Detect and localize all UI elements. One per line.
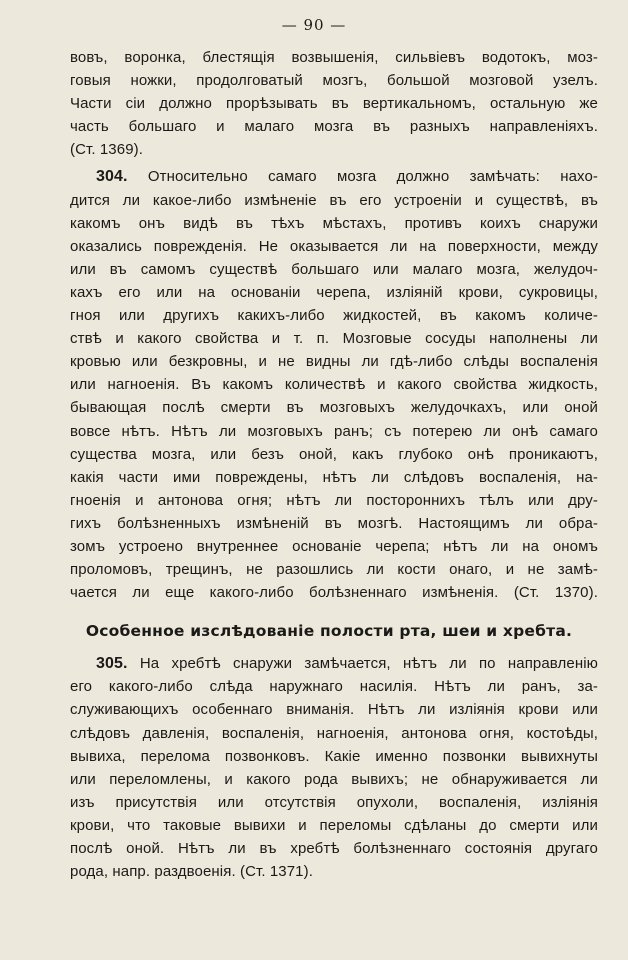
text-line: или въ самомъ существѣ большаго или малаго мозга, желудоч-	[70, 260, 598, 278]
text-line: бывающая послѣ смерти въ мозговыхъ желудочкахъ, или оной	[70, 399, 598, 417]
text-line: Части сіи должно прорѣзывать въ вертикальномъ, остальную же	[70, 95, 598, 113]
text-line: крови, что таковые вывихи и переломы сдѣланы до смерти или	[70, 816, 598, 834]
section-number: 305.	[96, 655, 128, 673]
paragraph-304	[70, 165, 598, 604]
paragraph-305	[70, 652, 598, 883]
section-heading: Особенное изслѣдованіе полости рта, шеи и хребта.	[85, 622, 573, 641]
page-number: — 90 —	[281, 16, 347, 34]
text-line: или переломлены, и какого рода вывихъ; не обнаруживается ли	[70, 770, 598, 788]
text-line: какія части ими повреждены, нѣтъ ли слѣдовъ воспаленія, на-	[70, 468, 598, 486]
text-line: кахъ его или на основаніи черепа, изліяній крови, сукровицы,	[70, 283, 598, 301]
text-line: часть большаго и малаго мозга въ разныхъ направленіяхъ.	[70, 118, 598, 136]
text-line: чается ли еще какого-либо болѣзненнаго измѣненія. (Ст. 1370).	[70, 584, 598, 602]
text-line: (Ст. 1369).	[70, 141, 144, 159]
text-line: послѣ оной. Нѣтъ ли въ хребтѣ болѣзненнаго состоянія другаго	[70, 840, 598, 857]
text-line	[70, 652, 598, 675]
text-line	[70, 165, 598, 188]
text-line: вовъ, воронка, блестящія возвышенія, сильвіевъ водотокъ, моз-	[70, 49, 598, 66]
text-line: ствѣ и какого свойства и т. п. Мозговые сосуды наполнены ли	[70, 330, 598, 348]
text-line: или нагноенія. Въ какомъ количествѣ и какого свойства жидкость,	[70, 376, 598, 394]
text-line: вовсе нѣтъ. Нѣтъ ли мозговыхъ ранъ; съ потерею ли онѣ самаго	[70, 422, 598, 440]
text-line: дится ли какое-либо измѣненіе въ его устроеніи и существѣ, въ	[70, 191, 598, 209]
text-line: его какого-либо слѣда наружнаго насилія. Нѣтъ ли ранъ, за-	[70, 678, 598, 696]
first-line-text: Относительно самаго мозга должно замѣчать: нахо-	[147, 168, 598, 186]
text-line: проломовъ, трещинъ, не разошлись ли кости онаго, и не замѣ-	[70, 561, 598, 579]
text-line: слѣдовъ давленія, воспаленія, нагноенія, антонова огня, костоѣды,	[70, 724, 598, 742]
text-line: рода, напр. раздвоенія. (Ст. 1371).	[70, 863, 313, 881]
text-line: существа мозга, или безъ оной, какъ глубоко онѣ проникаютъ,	[70, 445, 598, 463]
text-line: изъ присутствія или отсутствія опухоли, воспаленія, изліянія	[70, 793, 598, 811]
text-line: гноя или другихъ какихъ-либо жидкостей, въ какомъ количе-	[70, 307, 598, 325]
section-number: 304.	[96, 168, 128, 186]
text-line: оказались поврежденія. Не оказывается ли на поверхности, между	[70, 237, 598, 255]
text-line: вывиха, перелома позвонковъ. Какіе именно позвонки вывихнуты	[70, 747, 598, 765]
text-line: служивающихъ особеннаго вниманія. Нѣтъ ли изліянія крови или	[70, 701, 598, 719]
text-line: гноенія и антонова огня; нѣтъ ли постороннихъ тѣлъ или дру-	[70, 491, 598, 509]
text-line: какомъ онъ видѣ въ тѣхъ мѣстахъ, противъ коихъ снаружи	[70, 214, 598, 232]
text-line: зомъ устроено внутреннее основаніе черепа; нѣтъ ли на ономъ	[70, 537, 598, 555]
paragraph-continuation	[70, 46, 598, 161]
text-line: кровью или безкровны, и не видны ли гдѣ-либо слѣды воспаленія	[70, 353, 598, 371]
first-line-text: На хребтѣ снаружи замѣчается, нѣтъ ли по направленію	[139, 655, 598, 673]
text-line: говыя ножки, продолговатый мозгъ, большой мозговой узелъ.	[70, 72, 598, 90]
text-line: гихъ болѣзненныхъ измѣненій въ мозгѣ. Настоящимъ ли обра-	[70, 514, 598, 532]
